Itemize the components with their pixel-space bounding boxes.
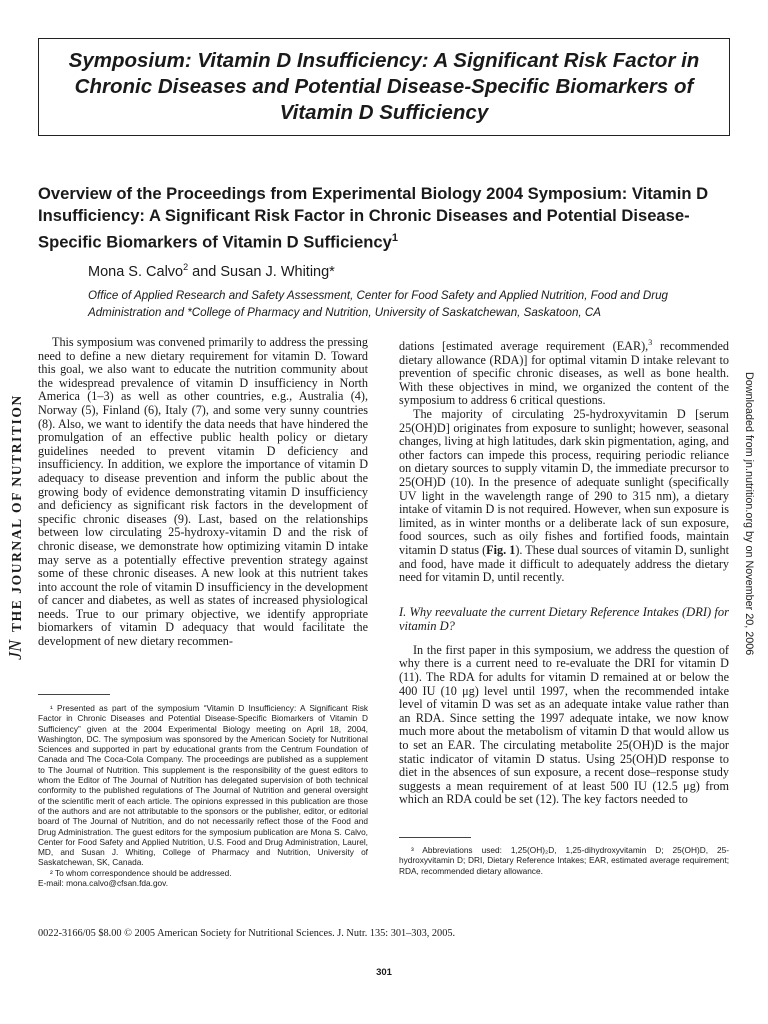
footnote-rule-left — [38, 694, 110, 695]
download-watermark: Downloaded from jn.nutrition.org by on November 20, 2006 — [743, 372, 755, 656]
paragraph-circulating — [399, 408, 729, 585]
journal-name: THE JOURNAL OF NUTRITION — [9, 394, 24, 632]
author-calvo-footnote-mark: 2 — [183, 262, 189, 272]
footnote-2: ² To whom correspondence should be addressed. — [50, 867, 232, 878]
figure-1-reference[interactable]: Fig. 1 — [486, 542, 516, 557]
intro-paragraph: This symposium was convened primarily to address the pressing need to define a new dietary requirement for vitamin D. Toward this goal, we also want to educate the nutrition community about the widespread prevalence of vitamin D insufficiency in North America (1–3) as well as other countries, e.g., Australia (4), Norway (5), Finland (6), Italy (7), and some very sunny countries (8). Also, we want to identify the data needs that have hindered the promulgation of an effective public health policy or dietary guidelines needed to prevent vitamin D deficiency and insufficiency. In addition, we explore the importance of vitamin D adequacy to disease prevention and inform the public about the growing body of evidence demonstrating vitamin D insufficiency and deficiency as significant risk factors in the development of specific chronic diseases (9). Last, based on the relationships between low circulating 25-hydroxy-vitamin D and the risk of chronic disease, we demonstrate how optimizing vitamin D intake may serve as a potentially effective prevention strategy against some of these chronic diseases. A new look at this nutrient takes into account the role of vitamin D insufficiency in the development of cancer and diabetes, as well as states of increased physiological needs. True to our primary objective, we identify appropriate biomarkers of vitamin D adequacy that would facilitate the development of new dietary recommen- — [38, 335, 368, 649]
footnote-rule-right — [399, 837, 471, 838]
abbrev-footnote-mark: 3 — [648, 338, 653, 347]
author-whiting: Susan J. Whiting* — [220, 263, 335, 280]
body-column-left — [38, 336, 368, 649]
author-conjunction: and — [188, 263, 221, 280]
journal-abbrev: JN — [5, 640, 25, 660]
article-title — [38, 183, 728, 254]
symposium-title-box — [38, 38, 730, 136]
article-title-footnote-mark: 1 — [391, 232, 398, 244]
paragraph-first-paper: In the first paper in this symposium, we address the question of why there is a current need to re-evaluate the DRI for vitamin D (11). The RDA for adults for vitamin D remained at or below the 400 IU (10 μg) level until 1997, when the recommended intake level of vitamin D was set as an adequate intake value rather than an RDA. Since setting the 1997 adequate intake, we now know much more about the metabolism of vitamin D that would allow us to set an EAR. The circulating metabolite 25(OH)D is the major static indicator of vitamin D status. Using 25(OH)D response to diet in the absences of sun exposure, a recent dose–response study suggests a mean requirement of at least 500 IU (12.5 μg) from which an RDA could be set (12). The key factors needed to — [399, 642, 729, 807]
paragraph-dations — [399, 336, 729, 408]
copyright-line: 0022-3166/05 $8.00 © 2005 American Society for Nutritional Sciences. J. Nutr. 135: 301–303, 2005. — [38, 928, 456, 939]
paragraph-dations-rest: recommended dietary allowance (RDA)] for optimal vitamin D intake relevant to prevention of specific chronic diseases, as well as bone health. With these objectives in mind, we organized the content of the symposium to address 6 critical questions. — [399, 339, 729, 408]
footnote-3-abbreviations — [399, 845, 729, 876]
footnote-3: ³ Abbreviations used: 1,25(OH)₂D, 1,25-dihydroxyvitamin D; 25(OH)D, 25-hydroxyvitamin D; DRI, Dietary Reference Intakes; EAR, estimated average requirement; RDA, recommended dietary allowance. — [399, 845, 729, 876]
author-calvo: Mona S. Calvo — [88, 263, 184, 280]
symposium-title: Symposium: Vitamin D Insufficiency: A Significant Risk Factor in Chronic Diseases and Potential Disease-Specific Biomarkers of Vitamin D Sufficiency — [68, 49, 700, 124]
article-title-text: Overview of the Proceedings from Experimental Biology 2004 Symposium: Vitamin D Insufficiency: A Significant Risk Factor in Chronic Diseases and Potential Disease-Specific Biomarkers of Vitamin D Sufficiency — [38, 184, 709, 252]
section-heading-1: I. Why reevaluate the current Dietary Reference Intakes (DRI) for vitamin D? — [399, 604, 729, 634]
journal-spine-label — [5, 394, 26, 660]
footnote-1: ¹ Presented as part of the symposium “Vitamin D Insufficiency: A Significant Risk Factor in Chronic Diseases and Potential Disease-Specific Biomarkers of Vitamin D Sufficiency” given at the 2004 Experimental Biology meeting on April 18, 2004, Washington, DC. The symposium was sponsored by the American Society for Nutritional Sciences and supported in part by educational grants from the Centrum Foundation of Canada and The Coca-Cola Company. The proceedings are published as a supplement to The Journal of Nutrition. This supplement is the responsibility of the guest editors to whom the Editor of The Journal of Nutrition has delegated supervision of both technical conformity to the published regulations of The Journal of Nutrition and general oversight of the scientific merit of each article. The opinions expressed in this publication are those of the authors and are not attributable to the sponsors or the publisher, editor, or editorial board of The Journal of Nutrition, and do not necessarily reflect those of the Food and Drug Administration. The guest editors for the symposium publication are Mona S. Calvo, Center for Food Safety and Applied Nutrition, U.S. Food and Drug Administration, Laurel, MD, and Susan J. Whiting, College of Pharmacy and Nutrition, University of Saskatchewan, SK, Canada. — [38, 703, 368, 868]
footnotes-left — [38, 703, 368, 888]
body-column-right — [399, 336, 729, 807]
paragraph-circulating-start: The majority of circulating 25-hydroxyvitamin D [serum 25(OH)D] originates from exposure to sunlight; however, seasonal changes, living at high latitudes, dark skin pigmentation, aging, and other factors can impede this process, requiring periodic reliance on dietary sources to supply vitamin D, the immediate precursor to 25(OH)D (10). In the presence of adequate sunlight (specifically UV light in the wavelength range of 290 to 315 nm), a dietary intake of vitamin D is not required. However, when sun exposure is limited, as in winter months or a deliberate lack of sun exposure, food sources, such as oily fishes and fortified foods, maintain vitamin D status ( — [399, 407, 730, 557]
author-line — [88, 262, 335, 280]
correspondence-email[interactable]: E-mail: mona.calvo@cfsan.fda.gov. — [38, 878, 169, 889]
paragraph-dations-start: dations [estimated average requirement (EAR), — [399, 339, 649, 354]
affiliation: Office of Applied Research and Safety Assessment, Center for Food Safety and Applied Nutrition, Food and Drug Administration and *College of Pharmacy and Nutrition, University of Saskatchewan, Saskatoon, CA — [88, 289, 668, 319]
page-number: 301 — [376, 967, 392, 978]
paragraph-circulating-end: ). These dual sources of vitamin D, sunlight and food, have made it difficult to adequately address the dietary need for vitamin D, until recently. — [399, 542, 729, 585]
